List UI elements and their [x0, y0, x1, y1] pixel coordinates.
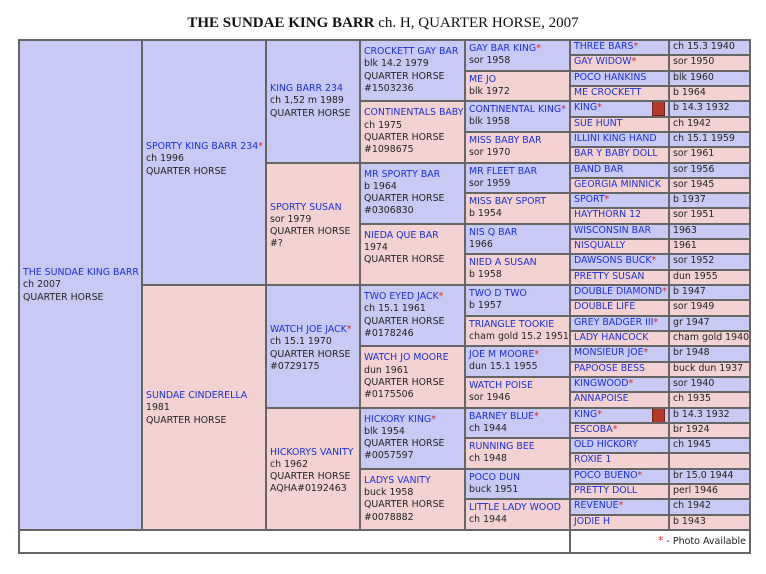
photo-available-icon: * [431, 413, 436, 425]
great-grandparent-info: QUARTER HORSE [364, 438, 445, 450]
gen6-ancestor-info: sor 1961 [673, 148, 715, 160]
gen5-ancestor-name-link[interactable]: ME JO [469, 73, 497, 85]
grandparent-info: QUARTER HORSE [270, 226, 351, 238]
gen6-ancestor-name-cell [570, 178, 669, 193]
pedigree-grid [18, 39, 751, 554]
gen5-ancestor-name-link[interactable]: NIS Q BAR [469, 226, 518, 238]
gen6-ancestor-info-cell [669, 469, 750, 484]
great-grandparent-cell [360, 163, 465, 224]
gen6-ancestor-name-link[interactable]: PAPOOSE BESS [574, 362, 645, 374]
gen6-ancestor-info: gr 1947 [673, 316, 710, 328]
great-grandparent-name-link[interactable]: CONTINENTALS BABY [364, 107, 464, 119]
grandparent-info: QUARTER HORSE [270, 107, 351, 119]
great-grandparent-info: #0057597 [364, 450, 414, 462]
gen6-ancestor-name-cell [570, 40, 669, 55]
subject-horse-color-year: ch 2007 [23, 279, 61, 291]
grandparent-info: #0729175 [270, 360, 320, 372]
gen6-ancestor-info-cell [669, 86, 750, 101]
gen6-ancestor-name-cell [570, 331, 669, 346]
flag-icon [652, 101, 665, 116]
gen6-ancestor-name-cell [570, 55, 669, 70]
gen6-ancestor-info: blk 1960 [673, 71, 714, 83]
gen5-ancestor-info: b 1958 [469, 269, 502, 281]
great-grandparent-info: #0306830 [364, 205, 414, 217]
gen6-ancestor-name-cell [570, 71, 669, 86]
gen6-ancestor-name-cell [570, 270, 669, 285]
great-grandparent-info: blk 1954 [364, 425, 405, 437]
gen5-ancestor-name-link[interactable]: POCO DUN [469, 471, 521, 483]
gen5-ancestor-info: 1966 [469, 238, 493, 250]
gen6-ancestor-info-cell [669, 178, 750, 193]
gen6-ancestor-name-cell [570, 469, 669, 484]
gen6-ancestor-name-link[interactable]: SUE HUNT [574, 117, 623, 129]
photo-available-icon: * [637, 469, 643, 481]
gen6-ancestor-name-link[interactable]: WISCONSIN BAR [574, 224, 651, 236]
gen6-ancestor-name-link[interactable]: POCO BUENO* [574, 469, 643, 481]
photo-available-icon: * [628, 377, 634, 389]
gen6-ancestor-info: sor 1950 [673, 56, 715, 68]
gen6-ancestor-name-link[interactable]: HAYTHORN 12 [574, 209, 642, 221]
great-grandparent-cell [360, 101, 465, 162]
grandparent-cell [266, 408, 360, 531]
gen6-ancestor-info: 1961 [673, 240, 697, 252]
gen5-ancestor-cell [465, 469, 570, 500]
great-grandparent-info: 1974 [364, 242, 388, 254]
gen5-ancestor-info: sor 1970 [469, 146, 511, 158]
great-grandparent-name-link[interactable]: NIEDA QUE BAR [364, 229, 439, 241]
photo-available-icon: * [597, 102, 602, 114]
gen6-ancestor-info: buck dun 1937 [673, 362, 744, 374]
gen6-ancestor-name-cell [570, 346, 669, 361]
gen6-ancestor-name-link[interactable]: ROXIE 1 [574, 454, 612, 466]
gen6-ancestor-name-cell [570, 101, 669, 116]
gen6-ancestor-info-cell [669, 163, 750, 178]
flag-icon [652, 408, 665, 423]
gen6-ancestor-name-link[interactable]: KING* [574, 408, 602, 420]
grandparent-info: ch 15.1 1970 [270, 336, 332, 348]
gen6-ancestor-name-cell [570, 163, 669, 178]
photo-legend [658, 535, 746, 548]
gen6-ancestor-name-cell [570, 438, 669, 453]
grandparent-name-link[interactable]: HICKORYS VANITY [270, 446, 354, 458]
gen6-ancestor-info: sor 1940 [673, 377, 715, 389]
gen6-ancestor-name-link[interactable]: POCO HANKINS [574, 71, 647, 83]
gen6-ancestor-name-cell [570, 316, 669, 331]
gen5-ancestor-name-link[interactable]: CONTINENTAL KING* [469, 104, 566, 116]
gen5-ancestor-info: ch 1944 [469, 422, 507, 434]
gen6-ancestor-name-link[interactable]: MONSIEUR JOE* [574, 347, 649, 359]
gen6-ancestor-name-cell [570, 484, 669, 499]
gen6-ancestor-info-cell [669, 316, 750, 331]
gen6-ancestor-name-link[interactable]: ILLINI KING HAND [574, 132, 657, 144]
gen5-ancestor-info: sor 1958 [469, 55, 511, 66]
gen6-ancestor-name-cell [570, 499, 669, 514]
gen6-ancestor-info-cell [669, 285, 750, 300]
great-grandparent-info: QUARTER HORSE [364, 499, 445, 511]
gen5-ancestor-cell [465, 438, 570, 469]
great-grandparent-name-link[interactable]: WATCH JO MOORE [364, 352, 449, 364]
gen6-ancestor-info-cell [669, 515, 750, 530]
grandparent-info: sor 1979 [270, 213, 312, 225]
gen6-ancestor-info-cell [669, 331, 750, 346]
great-grandparent-cell [360, 346, 465, 407]
gen6-ancestor-name-link[interactable]: DOUBLE DIAMOND* [574, 286, 667, 297]
great-grandparent-info: QUARTER HORSE [364, 376, 445, 388]
photo-available-icon: * [662, 286, 667, 297]
gen6-ancestor-info: b 1964 [673, 86, 706, 98]
great-grandparent-info: #0078882 [364, 511, 414, 523]
great-grandparent-name-link[interactable]: TWO EYED JACK* [364, 291, 444, 302]
gen6-ancestor-info: br 1948 [673, 347, 710, 359]
great-grandparent-name-link[interactable]: LADYS VANITY [364, 474, 431, 486]
horse-details-title: ch. H, QUARTER HORSE, 2007 [374, 15, 579, 31]
gen6-ancestor-info: ch 1935 [673, 393, 711, 405]
gen5-ancestor-cell [465, 499, 570, 530]
gen6-ancestor-name-cell [570, 362, 669, 377]
gen5-ancestor-name-link[interactable]: NIED A SUSAN [469, 257, 537, 269]
photo-available-icon: * [561, 104, 566, 116]
great-grandparent-cell [360, 469, 465, 530]
great-grandparent-info: b 1964 [364, 180, 397, 192]
gen5-ancestor-name-link[interactable]: TRIANGLE TOOKIE [469, 318, 555, 330]
grandparent-name-link[interactable]: WATCH JOE JACK* [270, 324, 352, 335]
gen6-ancestor-info-cell [669, 392, 750, 407]
subject-horse-name-link[interactable]: THE SUNDAE KING BARR [23, 267, 139, 278]
gen6-ancestor-name-cell [570, 132, 669, 147]
gen5-ancestor-cell [465, 163, 570, 194]
grandparent-cell [266, 285, 360, 408]
gen6-ancestor-info-cell [669, 300, 750, 315]
gen6-ancestor-info-cell [669, 423, 750, 438]
photo-available-icon: * [438, 291, 444, 302]
parent-color-year: ch 1996 [146, 153, 184, 165]
great-grandparent-info: QUARTER HORSE [364, 193, 445, 205]
great-grandparent-info: QUARTER HORSE [364, 315, 445, 327]
gen6-ancestor-name-cell [570, 224, 669, 239]
gen5-ancestor-name-link[interactable]: WATCH POISE [469, 379, 533, 391]
gen6-ancestor-info-cell [669, 117, 750, 132]
gen5-ancestor-cell [465, 71, 570, 102]
gen6-ancestor-name-cell [570, 147, 669, 162]
grandparent-info: QUARTER HORSE [270, 471, 351, 483]
grandparent-info: ch 1,52 m 1989 [270, 95, 344, 107]
grandparent-info: AQHA#0192463 [270, 483, 347, 495]
gen6-ancestor-info-cell [669, 193, 750, 208]
gen5-ancestor-name-link[interactable]: LITTLE LADY WOOD [469, 502, 561, 514]
photo-available-icon: * [631, 56, 637, 68]
grandparent-info: ch 1962 [270, 458, 308, 470]
legend-cell [570, 530, 750, 553]
gen6-ancestor-info-cell [669, 346, 750, 361]
grandparent-info: #? [270, 238, 283, 250]
gen5-ancestor-cell [465, 132, 570, 163]
gen6-ancestor-info-cell [669, 377, 750, 392]
gen5-ancestor-info: ch 1948 [469, 453, 507, 465]
gen5-ancestor-name-link[interactable]: BARNEY BLUE* [469, 410, 539, 422]
gen6-ancestor-name-link[interactable]: KINGWOOD* [574, 377, 634, 389]
great-grandparent-info: ch 15.1 1961 [364, 303, 426, 315]
gen6-ancestor-info-cell [669, 208, 750, 223]
photo-available-icon: * [612, 423, 618, 435]
gen6-ancestor-info: ch 15.3 1940 [673, 41, 735, 52]
gen6-ancestor-name-cell [570, 117, 669, 132]
photo-available-icon: * [258, 141, 263, 152]
gen6-ancestor-info: sor 1949 [673, 301, 715, 313]
parent-breed: QUARTER HORSE [146, 165, 227, 177]
gen6-ancestor-info: b 1947 [673, 286, 706, 297]
gen5-ancestor-info: cham gold 15.2 1951 [469, 330, 569, 342]
photo-available-icon: * [346, 324, 352, 335]
gen6-ancestor-name-cell [570, 208, 669, 223]
gen5-ancestor-info: dun 15.1 1955 [469, 361, 538, 373]
gen5-ancestor-name-link[interactable]: RUNNING BEE [469, 441, 535, 453]
gen6-ancestor-name-cell [570, 193, 669, 208]
gen6-ancestor-info-cell [669, 40, 750, 55]
gen6-ancestor-name-link[interactable]: LADY HANCOCK [574, 331, 649, 343]
great-grandparent-cell [360, 224, 465, 285]
gen6-ancestor-info: br 15.0 1944 [673, 469, 734, 481]
gen6-ancestor-name-cell [570, 515, 669, 530]
great-grandparent-cell [360, 40, 465, 101]
gen5-ancestor-name-link[interactable]: GAY BAR KING* [469, 43, 541, 54]
photo-available-icon: * [633, 41, 639, 52]
gen6-ancestor-name-cell [570, 239, 669, 254]
gen5-ancestor-info: blk 1958 [469, 116, 510, 128]
gen6-ancestor-info: 1963 [673, 224, 697, 236]
gen6-ancestor-name-cell [570, 423, 669, 438]
gen6-ancestor-name-cell [570, 300, 669, 315]
gen6-ancestor-info-cell [669, 438, 750, 453]
gen5-ancestor-info: sor 1946 [469, 391, 511, 403]
photo-available-icon: * [536, 43, 541, 54]
photo-available-icon: * [657, 534, 664, 547]
gen5-ancestor-info: ch 1944 [469, 514, 507, 526]
great-grandparent-info: #1098675 [364, 144, 414, 156]
great-grandparent-name-link[interactable]: MR SPORTY BAR [364, 168, 441, 180]
gen6-ancestor-name-cell [570, 86, 669, 101]
gen6-ancestor-name-link[interactable]: JODIE H [574, 515, 611, 527]
gen6-ancestor-name-link[interactable]: ANNAPOISE [574, 393, 629, 405]
gen6-ancestor-info: b 1943 [673, 515, 706, 527]
photo-available-icon: * [618, 500, 624, 512]
photo-available-icon: * [643, 347, 649, 359]
gen6-ancestor-info-cell [669, 254, 750, 269]
gen6-ancestor-name-link[interactable]: SPORT* [574, 194, 610, 206]
gen6-ancestor-info: sor 1952 [673, 255, 715, 267]
gen6-ancestor-info: sor 1951 [673, 209, 715, 221]
gen5-ancestor-name-link[interactable]: JOE M MOORE* [469, 349, 540, 361]
sire-dam-cell [142, 40, 266, 285]
gen6-ancestor-name-link[interactable]: OLD HICKORY [574, 439, 638, 451]
photo-available-icon: * [534, 349, 540, 361]
gen6-ancestor-info: b 14.3 1932 [673, 102, 730, 114]
grandparent-cell [266, 163, 360, 286]
gen5-ancestor-info: blk 1972 [469, 85, 510, 97]
gen5-ancestor-cell [465, 224, 570, 255]
grandparent-name-link[interactable]: KING BARR 234 [270, 83, 343, 94]
gen5-ancestor-cell [465, 285, 570, 316]
gen6-ancestor-name-cell [570, 408, 669, 423]
sire-dam-cell [142, 285, 266, 530]
great-grandparent-info: dun 1961 [364, 364, 409, 376]
gen6-ancestor-info: ch 1942 [673, 117, 711, 129]
gen5-ancestor-info: b 1957 [469, 300, 502, 311]
gen6-ancestor-info-cell [669, 101, 750, 116]
gen6-ancestor-info-cell [669, 147, 750, 162]
grandparent-cell [266, 40, 360, 163]
gen6-ancestor-name-link[interactable]: BAND BAR [574, 163, 624, 175]
gen6-ancestor-info-cell [669, 71, 750, 86]
gen6-ancestor-info: ch 15.1 1959 [673, 132, 735, 144]
gen6-ancestor-info: perl 1946 [673, 485, 719, 497]
horse-name-title: THE SUNDAE KING BARR [187, 15, 375, 31]
gen6-ancestor-name-link[interactable]: NISQUALLY [574, 240, 626, 252]
gen6-ancestor-name-link[interactable]: DOUBLE LIFE [574, 301, 636, 313]
gen6-ancestor-name-cell [570, 392, 669, 407]
gen5-ancestor-info: b 1954 [469, 208, 502, 220]
great-grandparent-info: QUARTER HORSE [364, 254, 445, 266]
gen6-ancestor-info: sor 1945 [673, 178, 715, 190]
gen6-ancestor-info: dun 1955 [673, 270, 718, 282]
gen6-ancestor-info-cell [669, 239, 750, 254]
gen6-ancestor-info: b 14.3 1932 [673, 408, 730, 420]
photo-legend-text: - Photo Available [663, 536, 746, 547]
gen5-ancestor-info: buck 1951 [469, 483, 519, 495]
great-grandparent-name-link[interactable]: HICKORY KING* [364, 413, 436, 425]
footer-spacer-cell [19, 530, 570, 553]
parent-name-link[interactable]: SPORTY KING BARR 234* [146, 141, 263, 152]
gen5-ancestor-cell [465, 40, 570, 71]
gen6-ancestor-info: cham gold 1940 [673, 331, 750, 343]
gen5-ancestor-cell [465, 254, 570, 285]
great-grandparent-info: #0175506 [364, 389, 414, 401]
gen6-ancestor-info-cell [669, 270, 750, 285]
gen5-ancestor-cell [465, 193, 570, 224]
photo-available-icon: * [597, 408, 602, 420]
gen6-ancestor-info-cell [669, 453, 750, 468]
gen5-ancestor-name-link[interactable]: MISS BAY SPORT [469, 196, 547, 208]
great-grandparent-info: QUARTER HORSE [364, 70, 445, 82]
gen6-ancestor-info: br 1924 [673, 423, 710, 435]
gen5-ancestor-info: sor 1959 [469, 177, 511, 189]
parent-name-link[interactable]: SUNDAE CINDERELLA [146, 390, 248, 401]
gen6-ancestor-info-cell [669, 484, 750, 499]
gen5-ancestor-cell [465, 377, 570, 408]
gen6-ancestor-name-cell [570, 453, 669, 468]
gen5-ancestor-name-link[interactable]: TWO D TWO [469, 288, 527, 299]
great-grandparent-cell [360, 285, 465, 346]
gen6-ancestor-name-link[interactable]: REVENUE* [574, 500, 624, 512]
gen6-ancestor-info: ch 1942 [673, 500, 711, 512]
gen6-ancestor-info: b 1937 [673, 194, 706, 206]
pedigree-title [0, 15, 766, 32]
photo-available-icon: * [604, 194, 610, 206]
gen6-ancestor-name-link[interactable]: THREE BARS* [574, 41, 639, 52]
great-grandparent-name-link[interactable]: CROCKETT GAY BAR [364, 46, 459, 57]
great-grandparent-info: #0178246 [364, 327, 414, 339]
gen6-ancestor-name-link[interactable]: GREY BADGER III* [574, 316, 659, 328]
gen5-ancestor-cell [465, 316, 570, 347]
gen6-ancestor-info-cell [669, 55, 750, 70]
subject-horse-breed: QUARTER HORSE [23, 291, 104, 303]
gen5-ancestor-cell [465, 408, 570, 439]
gen6-ancestor-info-cell [669, 224, 750, 239]
gen6-ancestor-name-link[interactable]: BAR Y BABY DOLL [574, 148, 658, 160]
gen6-ancestor-name-cell [570, 254, 669, 269]
great-grandparent-info: buck 1958 [364, 487, 414, 499]
gen6-ancestor-name-cell [570, 285, 669, 300]
subject-horse-cell [19, 40, 142, 530]
gen6-ancestor-name-link[interactable]: GEORGIA MINNICK [574, 178, 661, 190]
gen6-ancestor-info-cell [669, 132, 750, 147]
gen5-ancestor-name-link[interactable]: MR FLEET BAR [469, 165, 538, 177]
great-grandparent-info: blk 14.2 1979 [364, 58, 429, 70]
photo-available-icon: * [533, 410, 539, 422]
gen6-ancestor-name-link[interactable]: ME CROCKETT [574, 86, 642, 98]
gen6-ancestor-name-link[interactable]: ESCOBA* [574, 423, 618, 435]
grandparent-name-link[interactable]: SPORTY SUSAN [270, 201, 342, 213]
gen6-ancestor-info-cell [669, 408, 750, 423]
gen6-ancestor-name-cell [570, 377, 669, 392]
photo-available-icon: * [653, 316, 659, 328]
gen6-ancestor-info: ch 1945 [673, 439, 711, 451]
great-grandparent-info: ch 1975 [364, 119, 402, 131]
gen6-ancestor-name-link[interactable]: PRETTY SUSAN [574, 270, 645, 282]
gen6-ancestor-name-link[interactable]: PRETTY DOLL [574, 485, 638, 497]
parent-breed: QUARTER HORSE [146, 414, 227, 426]
grandparent-info: QUARTER HORSE [270, 348, 351, 360]
parent-color-year: 1981 [146, 402, 170, 414]
great-grandparent-cell [360, 408, 465, 469]
gen6-ancestor-name-link[interactable]: DAWSONS BUCK* [574, 255, 657, 267]
gen6-ancestor-info: sor 1956 [673, 163, 715, 175]
gen6-ancestor-name-link[interactable]: GAY WIDOW* [574, 56, 637, 68]
gen5-ancestor-name-link[interactable]: MISS BABY BAR [469, 134, 542, 146]
gen6-ancestor-name-link[interactable]: KING* [574, 102, 602, 114]
great-grandparent-info: #1503236 [364, 82, 414, 94]
gen5-ancestor-cell [465, 101, 570, 132]
gen6-ancestor-info-cell [669, 362, 750, 377]
gen5-ancestor-cell [465, 346, 570, 377]
gen6-ancestor-info-cell [669, 499, 750, 514]
great-grandparent-info: QUARTER HORSE [364, 131, 445, 143]
photo-available-icon: * [651, 255, 657, 267]
